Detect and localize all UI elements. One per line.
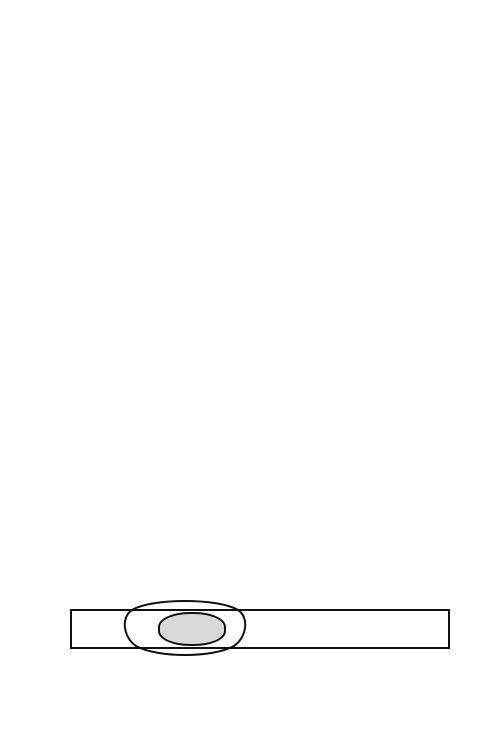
tongue-label: [158, 612, 226, 646]
score-line-2: [60, 250, 480, 295]
score-line-1: [60, 190, 480, 235]
score-line-3: [60, 314, 480, 359]
score-line-4: [60, 376, 480, 421]
score-line-5: [60, 436, 480, 481]
